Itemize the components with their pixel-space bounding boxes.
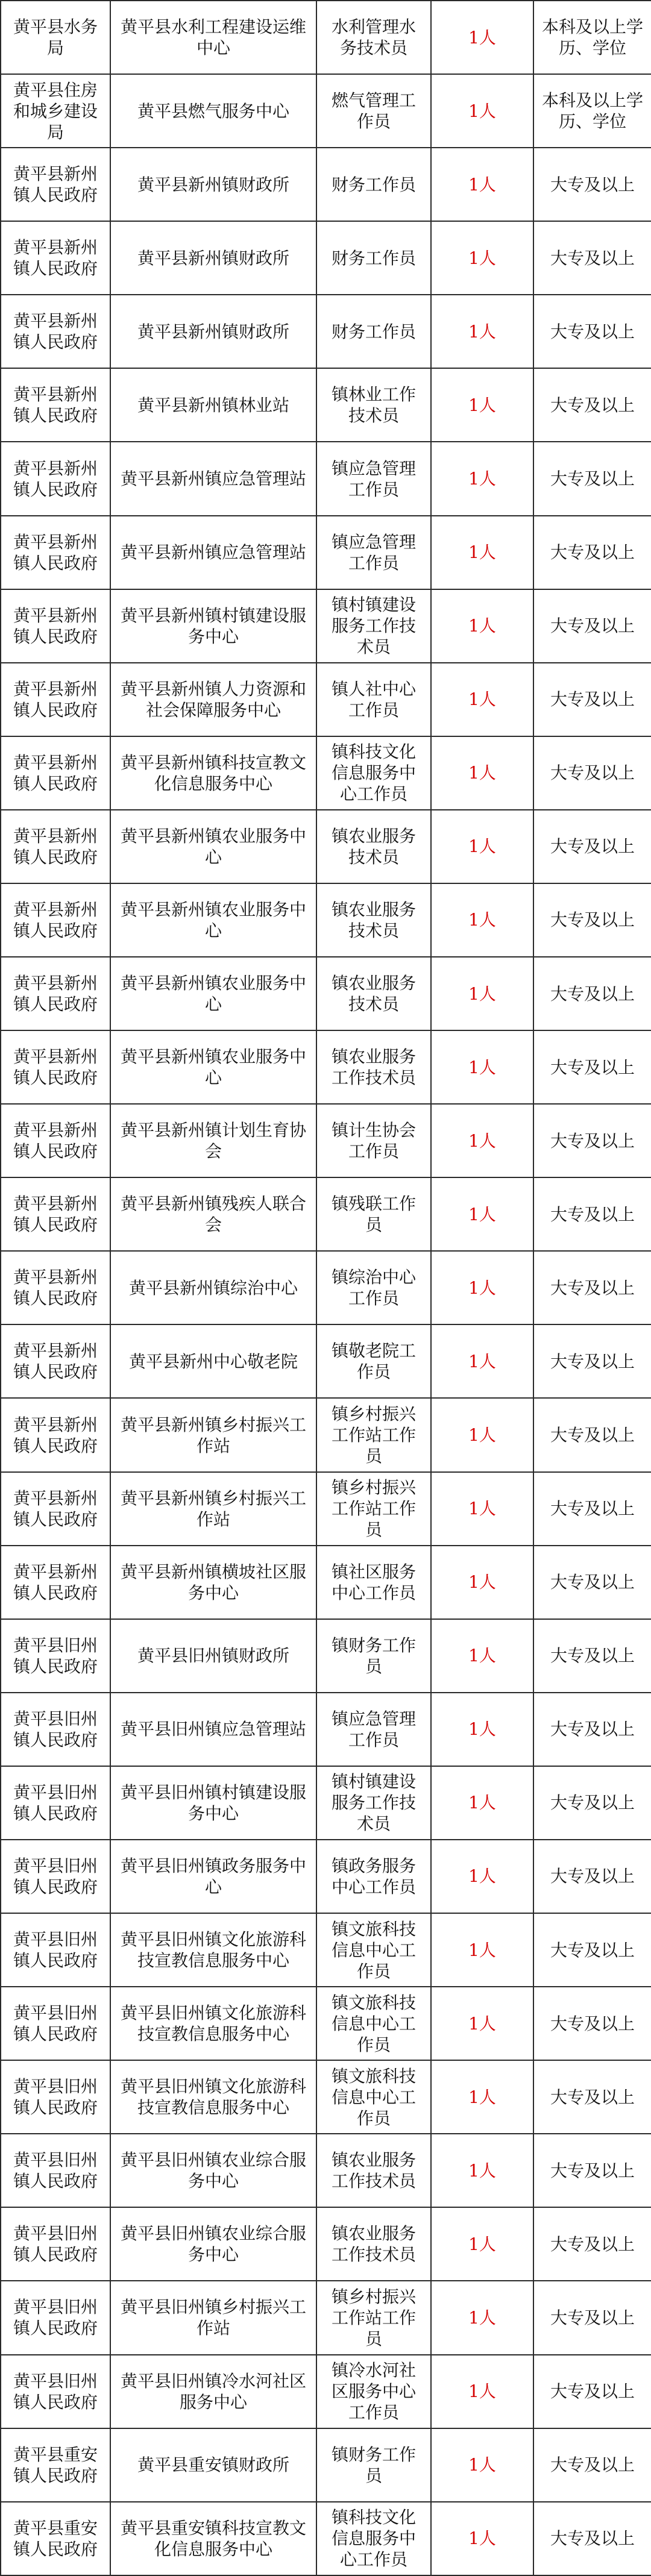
education-cell: 大专及以上 [533, 1693, 651, 1766]
position-cell: 镇文旅科技信息中心工作员 [316, 2060, 431, 2134]
education-cell: 大专及以上 [533, 1177, 651, 1251]
position-cell: 燃气管理工作员 [316, 74, 431, 148]
department-cell: 黄平县旧州镇人民政府 [1, 2207, 110, 2281]
department-cell: 黄平县新州镇人民政府 [1, 148, 110, 221]
headcount-cell: 1人 [431, 1251, 533, 1324]
table-row [1, 221, 651, 295]
unit-cell: 黄平县新州镇应急管理站 [110, 442, 316, 515]
education-cell: 大专及以上 [533, 736, 651, 810]
position-cell: 镇文旅科技信息中心工作员 [316, 1987, 431, 2060]
education-cell: 大专及以上 [533, 148, 651, 221]
position-cell: 镇科技文化信息服务中心工作员 [316, 2502, 431, 2575]
unit-cell: 黄平县新州镇科技宣教文化信息服务中心 [110, 736, 316, 810]
table-row [1, 1546, 651, 1619]
table-row [1, 2428, 651, 2502]
table-row [1, 810, 651, 883]
education-cell: 大专及以上 [533, 2134, 651, 2207]
education-cell: 本科及以上学历、学位 [533, 74, 651, 148]
position-cell: 镇文旅科技信息中心工作员 [316, 1913, 431, 1987]
department-cell: 黄平县新州镇人民政府 [1, 368, 110, 442]
position-cell: 镇乡村振兴工作站工作员 [316, 1398, 431, 1471]
unit-cell: 黄平县水利工程建设运维中心 [110, 1, 316, 74]
education-cell: 大专及以上 [533, 1840, 651, 1913]
position-cell: 镇村镇建设服务工作技术员 [316, 589, 431, 663]
position-cell: 镇敬老院工作员 [316, 1324, 431, 1398]
department-cell: 黄平县住房和城乡建设局 [1, 74, 110, 148]
headcount-cell: 1人 [431, 2060, 533, 2134]
department-cell: 黄平县新州镇人民政府 [1, 883, 110, 957]
department-cell: 黄平县新州镇人民政府 [1, 1324, 110, 1398]
education-cell: 大专及以上 [533, 2355, 651, 2428]
unit-cell: 黄平县旧州镇政务服务中心 [110, 1840, 316, 1913]
unit-cell: 黄平县新州镇人力资源和社会保障服务中心 [110, 663, 316, 736]
department-cell: 黄平县新州镇人民政府 [1, 589, 110, 663]
department-cell: 黄平县新州镇人民政府 [1, 516, 110, 589]
table-row [1, 368, 651, 442]
unit-cell: 黄平县旧州镇村镇建设服务中心 [110, 1766, 316, 1840]
position-cell: 镇乡村振兴工作站工作员 [316, 1472, 431, 1546]
headcount-cell: 1人 [431, 1766, 533, 1840]
unit-cell: 黄平县重安镇财政所 [110, 2428, 316, 2502]
headcount-cell: 1人 [431, 736, 533, 810]
table-row [1, 1177, 651, 1251]
unit-cell: 黄平县新州镇财政所 [110, 295, 316, 368]
department-cell: 黄平县新州镇人民政府 [1, 221, 110, 295]
education-cell: 大专及以上 [533, 442, 651, 515]
table-row [1, 1987, 651, 2060]
unit-cell: 黄平县新州镇财政所 [110, 221, 316, 295]
unit-cell: 黄平县新州镇农业服务中心 [110, 883, 316, 957]
position-cell: 镇村镇建设服务工作技术员 [316, 1766, 431, 1840]
education-cell: 大专及以上 [533, 2060, 651, 2134]
position-cell: 财务工作员 [316, 148, 431, 221]
education-cell: 大专及以上 [533, 1619, 651, 1693]
department-cell: 黄平县旧州镇人民政府 [1, 2355, 110, 2428]
headcount-cell: 1人 [431, 1324, 533, 1398]
table-row [1, 736, 651, 810]
position-cell: 镇农业服务工作技术员 [316, 2207, 431, 2281]
unit-cell: 黄平县新州镇乡村振兴工作站 [110, 1472, 316, 1546]
department-cell: 黄平县新州镇人民政府 [1, 957, 110, 1030]
department-cell: 黄平县新州镇人民政府 [1, 663, 110, 736]
education-cell: 大专及以上 [533, 295, 651, 368]
department-cell: 黄平县旧州镇人民政府 [1, 1913, 110, 1987]
education-cell: 大专及以上 [533, 1766, 651, 1840]
position-cell: 镇社区服务中心工作员 [316, 1546, 431, 1619]
table-row [1, 74, 651, 148]
headcount-cell: 1人 [431, 2207, 533, 2281]
unit-cell: 黄平县新州镇横坡社区服务中心 [110, 1546, 316, 1619]
table-row [1, 1472, 651, 1546]
table-row [1, 516, 651, 589]
table-body [1, 1, 651, 2575]
department-cell: 黄平县新州镇人民政府 [1, 1104, 110, 1177]
headcount-cell: 1人 [431, 2428, 533, 2502]
unit-cell: 黄平县新州镇残疾人联合会 [110, 1177, 316, 1251]
headcount-cell: 1人 [431, 2502, 533, 2575]
table-row [1, 1324, 651, 1398]
position-cell: 镇农业服务工作技术员 [316, 2134, 431, 2207]
headcount-cell: 1人 [431, 1030, 533, 1104]
education-cell: 大专及以上 [533, 1398, 651, 1471]
department-cell: 黄平县新州镇人民政府 [1, 1472, 110, 1546]
headcount-cell: 1人 [431, 1840, 533, 1913]
position-cell: 镇应急管理工作员 [316, 1693, 431, 1766]
education-cell: 大专及以上 [533, 663, 651, 736]
department-cell: 黄平县重安镇人民政府 [1, 2428, 110, 2502]
position-cell: 镇科技文化信息服务中心工作员 [316, 736, 431, 810]
headcount-cell: 1人 [431, 148, 533, 221]
position-cell: 镇农业服务技术员 [316, 957, 431, 1030]
headcount-cell: 1人 [431, 1177, 533, 1251]
position-cell: 镇计生协会工作员 [316, 1104, 431, 1177]
unit-cell: 黄平县旧州镇冷水河社区服务中心 [110, 2355, 316, 2428]
position-cell: 镇财务工作员 [316, 2428, 431, 2502]
unit-cell: 黄平县新州镇综治中心 [110, 1251, 316, 1324]
unit-cell: 黄平县新州镇乡村振兴工作站 [110, 1398, 316, 1471]
position-cell: 镇财务工作员 [316, 1619, 431, 1693]
education-cell: 大专及以上 [533, 957, 651, 1030]
unit-cell: 黄平县旧州镇农业综合服务中心 [110, 2207, 316, 2281]
headcount-cell: 1人 [431, 74, 533, 148]
headcount-cell: 1人 [431, 1619, 533, 1693]
education-cell: 大专及以上 [533, 810, 651, 883]
table-row [1, 1840, 651, 1913]
headcount-cell: 1人 [431, 2281, 533, 2354]
position-cell: 镇农业服务技术员 [316, 810, 431, 883]
table-row [1, 1, 651, 74]
table-row [1, 1766, 651, 1840]
table-row [1, 2281, 651, 2354]
department-cell: 黄平县新州镇人民政府 [1, 295, 110, 368]
headcount-cell: 1人 [431, 1693, 533, 1766]
table-row [1, 663, 651, 736]
education-cell: 大专及以上 [533, 1324, 651, 1398]
headcount-cell: 1人 [431, 810, 533, 883]
education-cell: 大专及以上 [533, 2207, 651, 2281]
headcount-cell: 1人 [431, 883, 533, 957]
department-cell: 黄平县新州镇人民政府 [1, 1546, 110, 1619]
education-cell: 大专及以上 [533, 589, 651, 663]
unit-cell: 黄平县新州镇应急管理站 [110, 516, 316, 589]
education-cell: 大专及以上 [533, 516, 651, 589]
department-cell: 黄平县新州镇人民政府 [1, 1030, 110, 1104]
education-cell: 大专及以上 [533, 221, 651, 295]
table-row [1, 442, 651, 515]
headcount-cell: 1人 [431, 2355, 533, 2428]
table-row [1, 2502, 651, 2575]
table-row [1, 1693, 651, 1766]
table-row [1, 295, 651, 368]
table-row [1, 2060, 651, 2134]
education-cell: 大专及以上 [533, 1104, 651, 1177]
unit-cell: 黄平县燃气服务中心 [110, 74, 316, 148]
table-row [1, 957, 651, 1030]
department-cell: 黄平县旧州镇人民政府 [1, 2060, 110, 2134]
headcount-cell: 1人 [431, 295, 533, 368]
education-cell: 大专及以上 [533, 2281, 651, 2354]
unit-cell: 黄平县新州镇农业服务中心 [110, 810, 316, 883]
position-cell: 镇应急管理工作员 [316, 442, 431, 515]
unit-cell: 黄平县旧州镇应急管理站 [110, 1693, 316, 1766]
education-cell: 大专及以上 [533, 883, 651, 957]
unit-cell: 黄平县旧州镇文化旅游科技宣教信息服务中心 [110, 2060, 316, 2134]
unit-cell: 黄平县新州镇农业服务中心 [110, 1030, 316, 1104]
position-cell: 镇综治中心工作员 [316, 1251, 431, 1324]
education-cell: 大专及以上 [533, 1987, 651, 2060]
headcount-cell: 1人 [431, 1, 533, 74]
department-cell: 黄平县新州镇人民政府 [1, 1177, 110, 1251]
education-cell: 大专及以上 [533, 2428, 651, 2502]
table-row [1, 1398, 651, 1471]
department-cell: 黄平县旧州镇人民政府 [1, 2134, 110, 2207]
unit-cell: 黄平县重安镇科技宣教文化信息服务中心 [110, 2502, 316, 2575]
headcount-cell: 1人 [431, 1472, 533, 1546]
department-cell: 黄平县旧州镇人民政府 [1, 1693, 110, 1766]
headcount-cell: 1人 [431, 1987, 533, 2060]
department-cell: 黄平县旧州镇人民政府 [1, 2281, 110, 2354]
table-row [1, 2134, 651, 2207]
department-cell: 黄平县新州镇人民政府 [1, 1398, 110, 1471]
unit-cell: 黄平县旧州镇乡村振兴工作站 [110, 2281, 316, 2354]
department-cell: 黄平县重安镇人民政府 [1, 2502, 110, 2575]
table-row [1, 1104, 651, 1177]
headcount-cell: 1人 [431, 957, 533, 1030]
education-cell: 本科及以上学历、学位 [533, 1, 651, 74]
department-cell: 黄平县新州镇人民政府 [1, 442, 110, 515]
headcount-cell: 1人 [431, 1546, 533, 1619]
position-cell: 镇林业工作技术员 [316, 368, 431, 442]
position-cell: 镇农业服务技术员 [316, 883, 431, 957]
position-cell: 镇应急管理工作员 [316, 516, 431, 589]
headcount-cell: 1人 [431, 1913, 533, 1987]
table-row [1, 1619, 651, 1693]
department-cell: 黄平县旧州镇人民政府 [1, 1987, 110, 2060]
headcount-cell: 1人 [431, 1104, 533, 1177]
headcount-cell: 1人 [431, 2134, 533, 2207]
position-cell: 镇残联工作员 [316, 1177, 431, 1251]
unit-cell: 黄平县旧州镇文化旅游科技宣教信息服务中心 [110, 1913, 316, 1987]
table-row [1, 148, 651, 221]
headcount-cell: 1人 [431, 368, 533, 442]
department-cell: 黄平县水务局 [1, 1, 110, 74]
position-cell: 财务工作员 [316, 295, 431, 368]
table-row [1, 1030, 651, 1104]
unit-cell: 黄平县新州镇计划生育协会 [110, 1104, 316, 1177]
education-cell: 大专及以上 [533, 1251, 651, 1324]
position-cell: 财务工作员 [316, 221, 431, 295]
position-cell: 镇政务服务中心工作员 [316, 1840, 431, 1913]
education-cell: 大专及以上 [533, 1546, 651, 1619]
department-cell: 黄平县新州镇人民政府 [1, 1251, 110, 1324]
department-cell: 黄平县旧州镇人民政府 [1, 1619, 110, 1693]
headcount-cell: 1人 [431, 1398, 533, 1471]
unit-cell: 黄平县旧州镇文化旅游科技宣教信息服务中心 [110, 1987, 316, 2060]
unit-cell: 黄平县新州中心敬老院 [110, 1324, 316, 1398]
unit-cell: 黄平县旧州镇财政所 [110, 1619, 316, 1693]
table-row [1, 1913, 651, 1987]
department-cell: 黄平县旧州镇人民政府 [1, 1840, 110, 1913]
headcount-cell: 1人 [431, 516, 533, 589]
position-cell: 镇农业服务工作技术员 [316, 1030, 431, 1104]
table-row [1, 1251, 651, 1324]
education-cell: 大专及以上 [533, 368, 651, 442]
unit-cell: 黄平县新州镇林业站 [110, 368, 316, 442]
unit-cell: 黄平县新州镇财政所 [110, 148, 316, 221]
table-row [1, 883, 651, 957]
department-cell: 黄平县新州镇人民政府 [1, 736, 110, 810]
headcount-cell: 1人 [431, 442, 533, 515]
table-row [1, 589, 651, 663]
unit-cell: 黄平县新州镇村镇建设服务中心 [110, 589, 316, 663]
education-cell: 大专及以上 [533, 2502, 651, 2575]
education-cell: 大专及以上 [533, 1913, 651, 1987]
unit-cell: 黄平县旧州镇农业综合服务中心 [110, 2134, 316, 2207]
position-cell: 镇冷水河社区服务中心工作员 [316, 2355, 431, 2428]
position-cell: 镇人社中心工作员 [316, 663, 431, 736]
position-cell: 水利管理水务技术员 [316, 1, 431, 74]
table-row [1, 2207, 651, 2281]
department-cell: 黄平县新州镇人民政府 [1, 810, 110, 883]
education-cell: 大专及以上 [533, 1472, 651, 1546]
headcount-cell: 1人 [431, 663, 533, 736]
unit-cell: 黄平县新州镇农业服务中心 [110, 957, 316, 1030]
headcount-cell: 1人 [431, 589, 533, 663]
position-cell: 镇乡村振兴工作站工作员 [316, 2281, 431, 2354]
table-row [1, 2355, 651, 2428]
education-cell: 大专及以上 [533, 1030, 651, 1104]
headcount-cell: 1人 [431, 221, 533, 295]
department-cell: 黄平县旧州镇人民政府 [1, 1766, 110, 1840]
